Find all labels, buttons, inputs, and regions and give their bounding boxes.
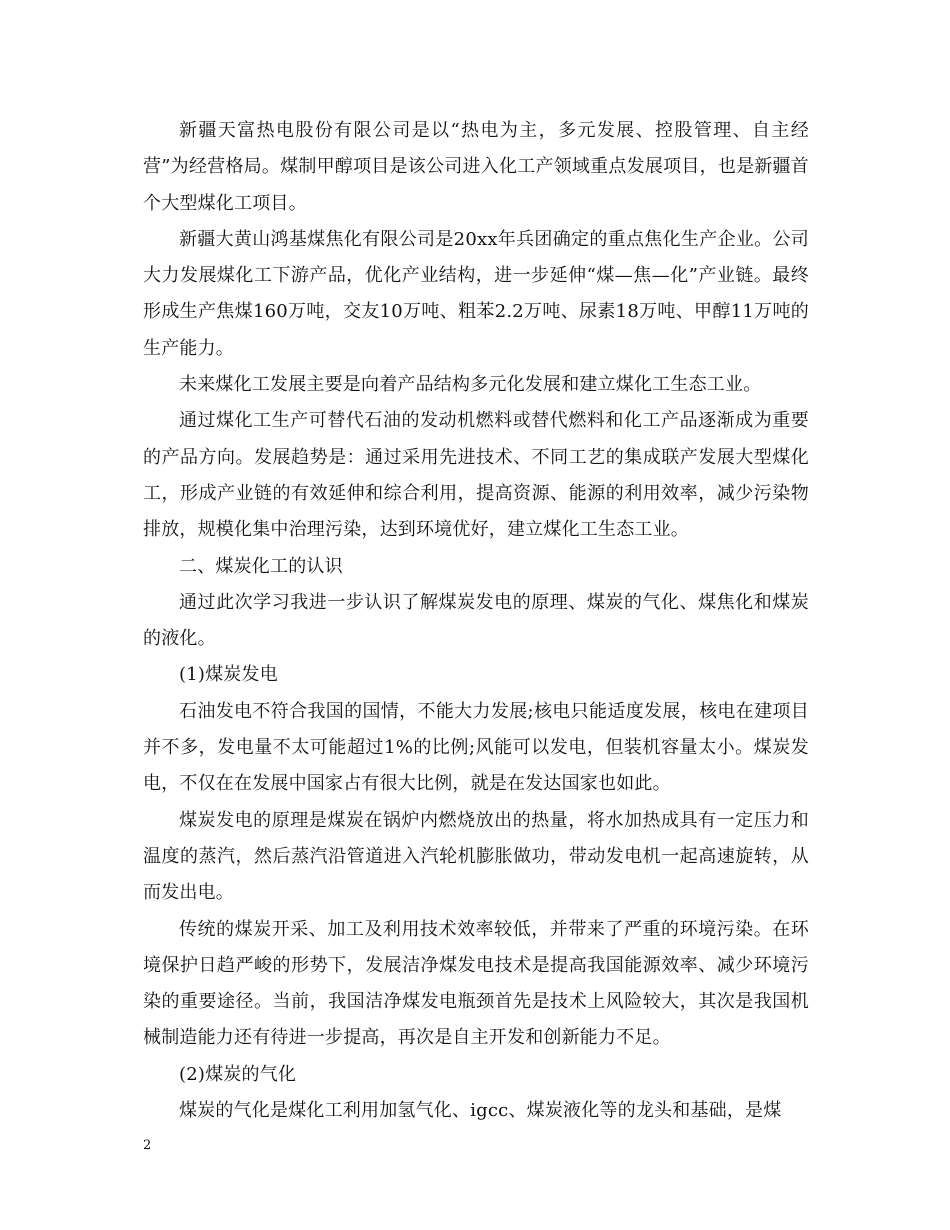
paragraph-tianfu: 新疆天富热电股份有限公司是以“热电为主，多元发展、控股管理、自主经营”为经营格局。煤制甲醇项目是该公司进入化工产领域重点发展项目，也是新疆首个大型煤化工项目。 — [143, 120, 809, 214]
page-number: 2 — [143, 1138, 152, 1153]
paragraph-future-development: 未来煤化工发展主要是向着产品结构多元化发展和建立煤化工生态工业。 — [179, 374, 762, 396]
page-body — [143, 113, 809, 1129]
section-heading: 二、煤炭化工的认识 — [179, 555, 343, 577]
paragraph-clean-coal: 传统的煤炭开采、加工及利用技术效率较低，并带来了严重的环境污染。在环境保护日趋严峻的形势下，发展洁净煤发电技术是提高我国能源效率、减少环境污染的重要途径。当前，我国洁净煤发电瓶颈首先是技术上风险较大，其次是我国机械制造能力还有待进一步提高，再次是自主开发和创新能力不足。 — [143, 918, 809, 1049]
subheading-gasification: (2)煤炭的气化 — [179, 1063, 297, 1085]
paragraph-coal-power-context: 石油发电不符合我国的国情，不能大力发展;核电只能适度发展，核电在建项目并不多，发电量不太可能超过1%的比例;风能可以发电，但装机容量太小。煤炭发电，不仅在在发展中国家占有很大比例，就是在发达国家也如此。 — [143, 700, 809, 795]
paragraph-coal-power-principle: 煤炭发电的原理是煤炭在锅炉内燃烧放出的热量，将水加热成具有一定压力和温度的蒸汽，然后蒸汽沿管道进入汽轮机膨胀做功，带动发电机一起高速旋转，从而发出电。 — [143, 809, 809, 904]
paragraph-gasification: 煤炭的气化是煤化工利用加氢气化、igcc、煤炭液化等的龙头和基础，是煤 — [179, 1100, 782, 1122]
subheading-coal-power: (1)煤炭发电 — [179, 664, 278, 686]
paragraph-trend: 通过煤化工生产可替代石油的发动机燃料或替代燃料和化工产品逐渐成为重要的产品方向。发展趋势是：通过采用先进技术、不同工艺的集成联产发展大型煤化工，形成产业链的有效延伸和综合利用，提高资源、能源的利用效率，减少污染物排放，规模化集中治理污染，达到环境优好，建立煤化工生态工业。 — [143, 410, 809, 541]
section-intro: 通过此次学习我进一步认识了解煤炭发电的原理、煤炭的气化、煤焦化和煤炭的液化。 — [143, 591, 809, 650]
paragraph-dahuangshan: 新疆大黄山鸿基煤焦化有限公司是20xx年兵团确定的重点焦化生产企业。公司大力发展煤化工下游产品，优化产业结构，进一步延伸“煤—焦—化”产业链。最终形成生产焦煤160万吨，交友10万吨、粗苯2.2万吨、尿素18万吨、甲醇11万吨的生产能力。 — [143, 228, 809, 359]
